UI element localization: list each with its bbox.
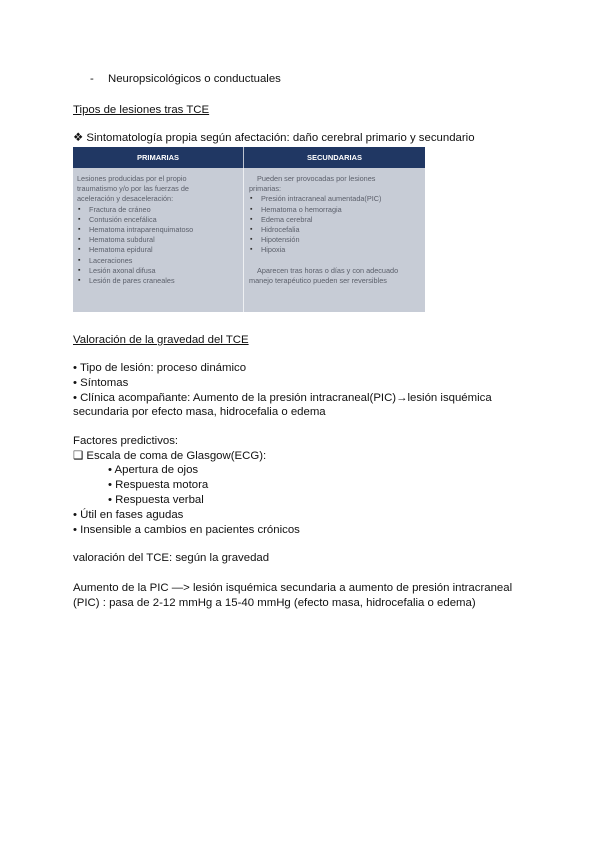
diamond-bullet-icon: ❖: [73, 132, 84, 144]
subheading-text: Sintomatología propia según afectación: daño cerebral primario y secundario: [86, 132, 475, 144]
sub-item: • Apertura de ojos: [108, 464, 199, 476]
paragraph-line: (PIC) : pasa de 2-12 mmHg a 15-40 mmHg (efecto masa, hidrocefalia o edema): [73, 597, 476, 609]
cell-secundarias: [249, 174, 421, 286]
list-item: ▪ Laceraciones: [77, 256, 239, 266]
section-heading: Factores predictivos:: [73, 435, 179, 447]
lesion-types-table: [73, 147, 425, 312]
paragraph: valoración del TCE: según la gravedad: [73, 552, 270, 564]
header-secundarias: SECUNDARIAS: [306, 153, 362, 162]
list-dash: -: [90, 73, 94, 85]
list-item: ▪ Hematoma o hemorragia: [249, 205, 421, 215]
list-item: ▪ Lesión de pares craneales: [77, 276, 239, 286]
list-item: ▪ Edema cerebral: [249, 215, 421, 225]
header-primarias: PRIMARIAS: [136, 153, 180, 162]
paragraph-line: Aumento de la PIC —> lesión isquémica secundaria a aumento de presión intracraneal: [73, 582, 513, 594]
bullet-line: • Clínica acompañante: Aumento de la presión intracraneal(PIC)→lesión isquémica: [73, 392, 492, 404]
list-item: ▪ Hipotensión: [249, 235, 421, 245]
checkbox-line: ❑ Escala de coma de Glasgow(ECG):: [73, 450, 267, 462]
list-item: ▪ Hematoma epidural: [77, 245, 239, 255]
list-item: ▪ Hematoma intraparenquimatoso: [77, 225, 239, 235]
intro-line: traumatismo y/o por las fuerzas de: [77, 184, 189, 194]
bullet-line: • Tipo de lesión: proceso dinámico: [73, 362, 247, 374]
intro-line: Pueden ser provocadas por lesiones: [257, 174, 376, 183]
bullet-line: • Insensible a cambios en pacientes crónicos: [73, 524, 300, 536]
table-header: [73, 147, 425, 168]
sub-item: • Respuesta verbal: [108, 494, 204, 506]
column-divider: [243, 147, 244, 312]
intro-line: Lesiones producidas por el propio: [77, 174, 187, 183]
cell-primarias: [77, 174, 239, 286]
list-item: ▪ Fractura de cráneo: [77, 205, 239, 215]
intro-line: primarias:: [249, 184, 282, 194]
bullet-line: • Útil en fases agudas: [73, 509, 184, 521]
outro-line: manejo terapéutico pueden ser reversibles: [249, 275, 387, 285]
list-item: ▪ Contusión encefálica: [77, 215, 239, 225]
intro-line: aceleración y desaceleración:: [77, 194, 174, 204]
list-item: ▪ Hematoma subdural: [77, 235, 239, 245]
list-item: ▪ Lesión axonal difusa: [77, 266, 239, 276]
list-item: ▪ Hipoxia: [249, 245, 421, 255]
section-subheading: [73, 131, 475, 145]
bullet-line: secundaria por efecto masa, hidrocefalia o edema: [73, 406, 326, 418]
section-heading: Tipos de lesiones tras TCE: [73, 104, 210, 116]
bullet-line: • Síntomas: [73, 377, 129, 389]
section-heading: Valoración de la gravedad del TCE: [73, 334, 249, 346]
list-item: ▪ Hidrocefalia: [249, 225, 421, 235]
list-item: ▪ Presión intracraneal aumentada(PIC): [249, 194, 421, 204]
outro-line: Aparecen tras horas o días y con adecuado: [257, 265, 399, 275]
sub-item: • Respuesta motora: [108, 479, 209, 491]
list-item: Neuropsicológicos o conductuales: [108, 73, 281, 85]
